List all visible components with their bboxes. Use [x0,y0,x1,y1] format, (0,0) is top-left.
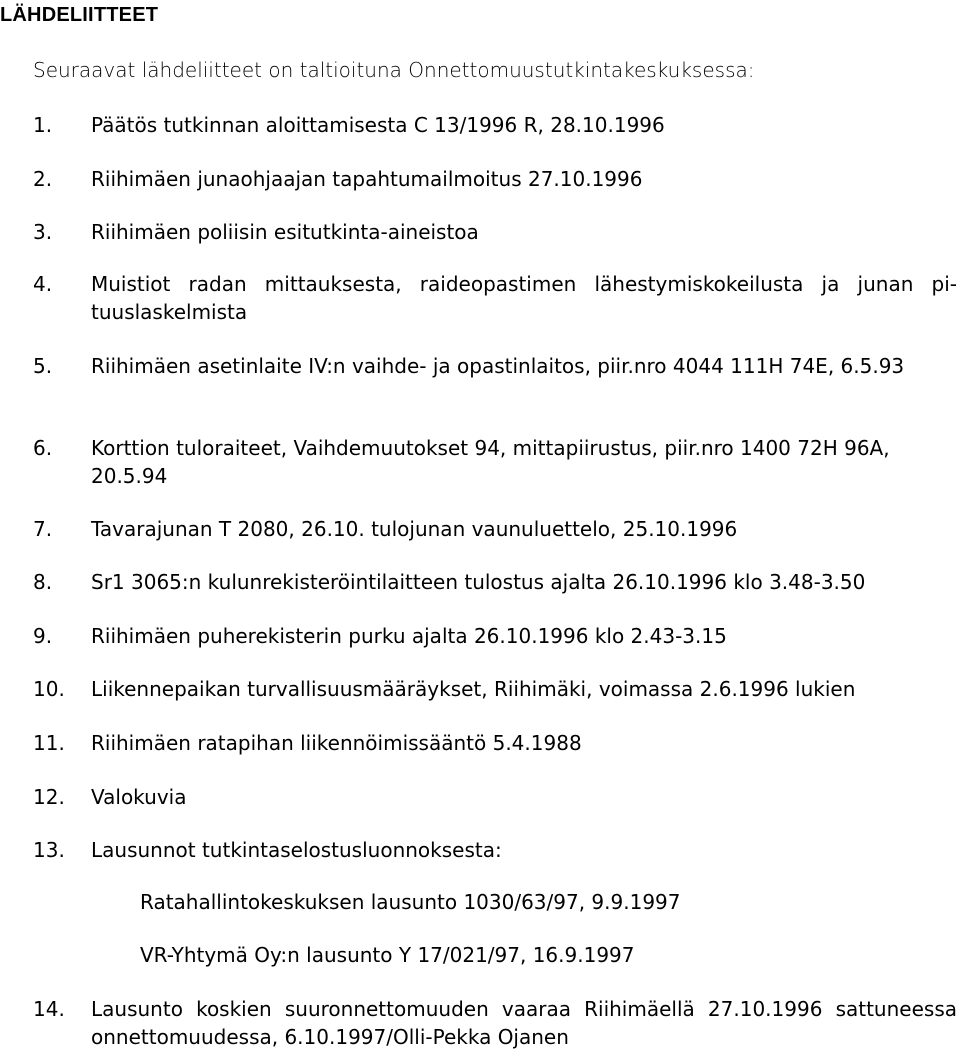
item-number: 5. [33,354,53,378]
item-text: Liikennepaikan turvallisuusmääräykset, Riihimäki, voimassa 2.6.1996 lukien [91,677,856,701]
item-number: 10. [33,677,65,701]
item-text: Tavarajunan T 2080, 26.10. tulojunan vaunuluettelo, 25.10.1996 [91,517,738,541]
item-text: Riihimäen ratapihan liikennöimissääntö 5.4.1988 [91,731,582,755]
item-text: Muistiot radan mittauksesta, raideopastimen lähestymiskokeilusta ja junan pituuslaskelmista [91,272,957,324]
item-text: Päätös tutkinnan aloittamisesta C 13/1996 R, 28.10.1996 [91,113,665,137]
item-number: 7. [33,517,53,541]
item-number: 12. [33,785,65,809]
item-number: 13. [33,838,65,862]
item-text: Riihimäen poliisin esitutkinta-aineistoa [91,220,479,244]
item-text: Riihimäen puherekisterin purku ajalta 26.10.1996 klo 2.43-3.15 [91,624,727,648]
item-text: Lausunto koskien suuronnettomuuden vaaraa Riihimäellä 27.10.1996 sattuneessa onnettomuudessa, 6.10.1997/Olli-Pekka Ojanen [91,997,957,1049]
item-number: 14. [33,997,65,1021]
item-text: Korttion tuloraiteet, Vaihdemuutokset 94, mittapiirustus, piir.nro 1400 72H 96A, 20.5.94 [91,436,890,488]
item-text: Riihimäen junaohjaajan tapahtumailmoitus 27.10.1996 [91,167,643,191]
item-number: 4. [33,272,53,296]
item-text: Lausunnot tutkintaselostusluonnoksesta: [91,838,502,862]
item-number: 2. [33,167,53,191]
item-number: 6. [33,436,53,460]
item-text: Riihimäen asetinlaite IV:n vaihde- ja opastinlaitos, piir.nro 4044 111H 74E, 6.5.93 [91,354,905,378]
item-number: 9. [33,624,53,648]
item-text: Valokuvia [91,785,187,809]
statement-item: VR-Yhtymä Oy:n lausunto Y 17/021/97, 16.9.1997 [140,943,635,967]
item-number: 3. [33,220,53,244]
page-title: LÄHDELIITTEET [0,4,159,26]
item-number: 1. [33,113,53,137]
statement-item: Ratahallintokeskuksen lausunto 1030/63/97, 9.9.1997 [140,890,681,914]
item-number: 8. [33,570,53,594]
item-number: 11. [33,731,65,755]
item-text: Sr1 3065:n kulunrekisteröintilaitteen tulostus ajalta 26.10.1996 klo 3.48-3.50 [91,570,866,594]
intro-text: Seuraavat lähdeliitteet on taltioituna Onnettomuustutkintakeskuksessa: [33,58,755,82]
